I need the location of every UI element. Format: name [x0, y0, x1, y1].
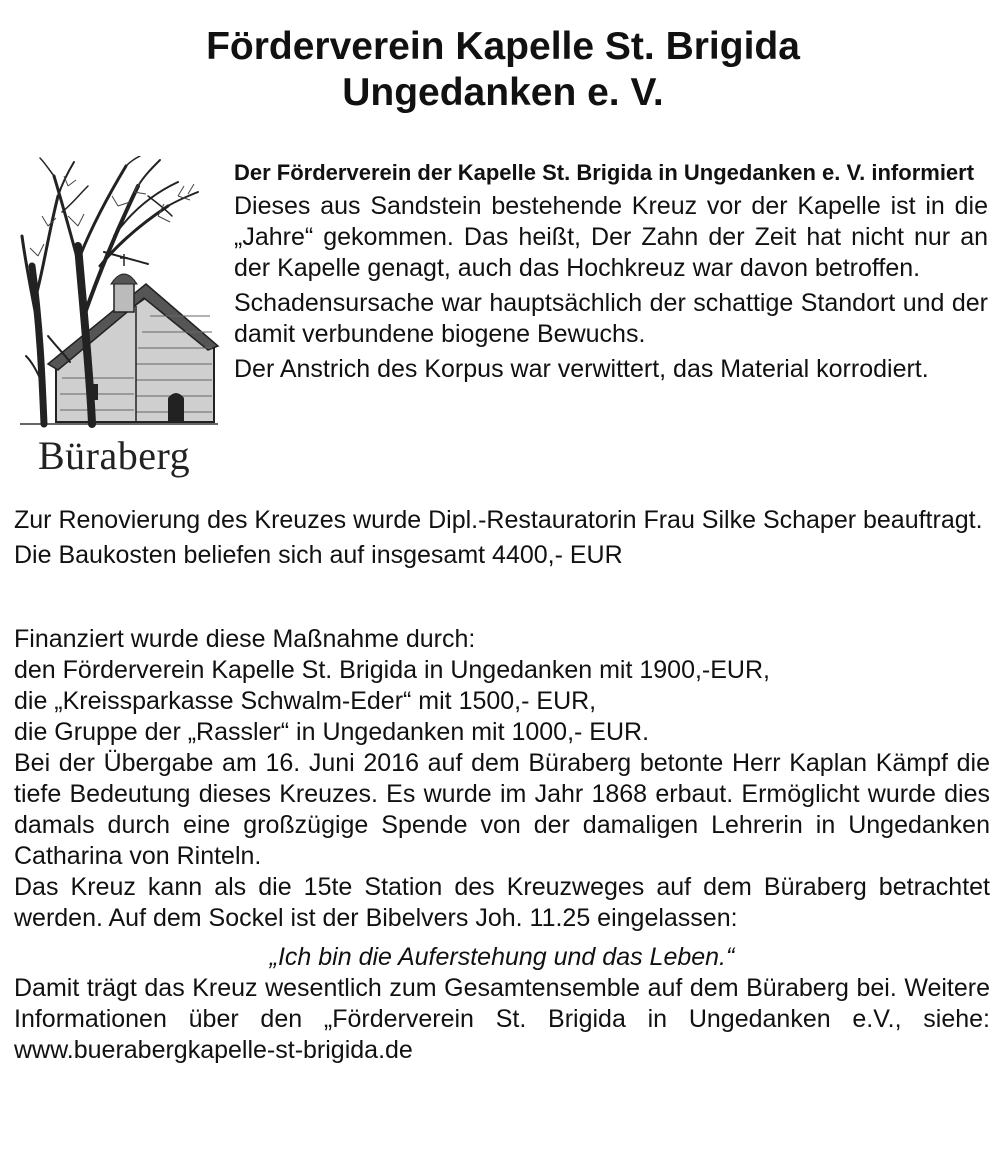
financing-item-1: den Förderverein Kapelle St. Brigida in Ungedanken mit 1900,-EUR,: [14, 656, 770, 684]
main-column-top: [14, 505, 990, 571]
title-line-1: Förderverein Kapelle St. Brigida: [206, 25, 800, 68]
paragraph-5: Die Baukosten beliefen sich auf insgesamt 4400,- EUR: [14, 541, 623, 569]
paragraph-2: Schadensursache war hauptsächlich der schattige Standort und der damit verbundene biogene Bewuchs.: [234, 289, 988, 348]
intro-column: [234, 158, 988, 385]
financing-item-3: die Gruppe der „Rassler“ in Ungedanken mit 1000,- EUR.: [14, 718, 650, 746]
bible-quote: „Ich bin die Auferstehung und das Leben.“: [269, 943, 735, 971]
financing-intro: Finanziert wurde diese Maßnahme durch:: [14, 625, 476, 653]
paragraph-1: Dieses aus Sandstein bestehende Kreuz vor der Kapelle ist in die „Jahre“ gekommen. Das heißt, Der Zahn der Zeit hat nicht nur an der Kapelle genagt, auch das Hochkreuz war davon betroffen.: [234, 192, 988, 282]
main-column-bottom: [14, 624, 990, 1066]
paragraph-7: Das Kreuz kann als die 15te Station des Kreuzweges auf dem Büraberg betrachtet werden. Auf dem Sockel ist der Bibelvers Joh. 11.25 eingelassen:: [14, 873, 990, 932]
paragraph-4: Zur Renovierung des Kreuzes wurde Dipl.-Restauratorin Frau Silke Schaper beauftragt.: [14, 506, 983, 534]
page-title: [0, 24, 1006, 116]
financing-item-2: die „Kreissparkasse Schwalm-Eder“ mit 1500,- EUR,: [14, 687, 597, 715]
paragraph-3: Der Anstrich des Korpus war verwittert, das Material korrodiert.: [234, 355, 929, 383]
article-lead: Der Förderverein der Kapelle St. Brigida in Ungedanken e. V. informiert: [234, 160, 975, 185]
logo-wordmark: Büraberg: [38, 433, 191, 478]
paragraph-8: Damit trägt das Kreuz wesentlich zum Gesamtensemble auf dem Büraberg bei. Weitere Informationen über den „Förderverein St. Brigida in Ungedanken e.V., siehe: www.buerabergkapelle-st-brigida.de: [14, 974, 990, 1064]
title-line-2: Ungedanken e. V.: [342, 71, 664, 114]
paragraph-6: Bei der Übergabe am 16. Juni 2016 auf dem Büraberg betonte Herr Kaplan Kämpf die tiefe Bedeutung dieses Kreuzes. Es wurde im Jahr 1868 erbaut. Ermöglicht wurde dies damals durch eine großzügige Spende von der damaligen Lehrerin in Ungedanken Catharina von Rinteln.: [14, 749, 990, 870]
